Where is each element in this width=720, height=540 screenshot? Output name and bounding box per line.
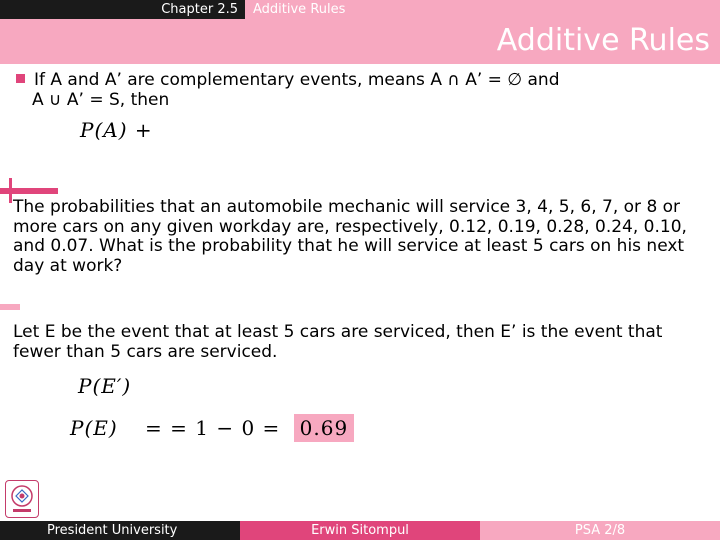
formula-equation: = = 1 − 0 =	[145, 416, 281, 440]
top-bar	[0, 0, 720, 19]
chapter-label: Chapter 2.5	[0, 0, 245, 19]
bullet-marker	[16, 74, 25, 83]
formula-event-probability	[70, 414, 354, 442]
rule-line-2: A ∪ A’ = S, then	[32, 90, 170, 110]
problem-statement: The probabilities that an automobile mechanic will service 3, 4, 5, 6, 7, or 8 or more cars on any given workday are, respectively, 0.12, 0.19, 0.28, 0.24, 0.10, and 0.07. What is the probability that he will service at least 5 cars on his next day at work?	[13, 197, 687, 276]
footer-author: Erwin Sitompul	[240, 521, 480, 540]
section-label: Additive Rules	[253, 2, 346, 17]
rule-line-1: If A and A’ are complementary events, means A ∩ A’ = ∅ and	[34, 70, 560, 90]
decor-horizontal-bar	[0, 188, 58, 194]
page-title: Additive Rules	[496, 23, 710, 58]
title-bar	[0, 19, 720, 64]
formula-left: P(E)	[70, 416, 118, 440]
decor-small-bar	[0, 304, 20, 310]
complementary-rule-text	[34, 70, 714, 110]
footer-institution: President University	[47, 523, 178, 538]
solution-text: Let E be the event that at least 5 cars are serviced, then E’ is the event that fewer than 5 cars are serviced.	[13, 322, 663, 362]
footer-bar	[0, 521, 720, 540]
formula-complement-sum: P(A) +	[80, 118, 153, 142]
formula-complement-probability: P(E′)	[78, 374, 132, 398]
university-logo-icon	[5, 480, 39, 518]
header-divider	[0, 64, 720, 66]
answer-highlight: 0.69	[294, 414, 355, 442]
footer-page: PSA 2/8	[480, 521, 720, 540]
